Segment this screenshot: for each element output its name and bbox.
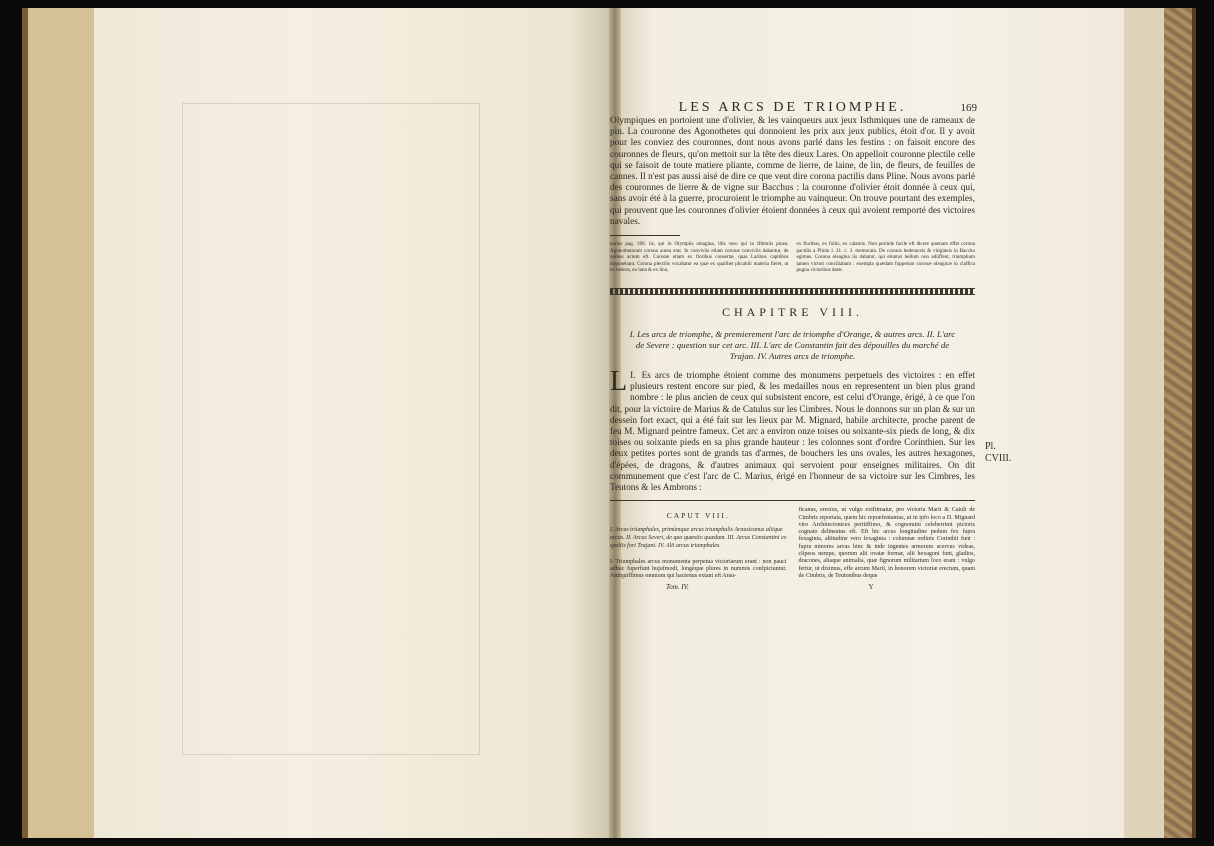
- paragraph-numeral: I.: [630, 370, 636, 380]
- caput-summary: I. Arcus triumphales, primùmque arcus triumphalis Arausicanus aliique arcus. II. Arcus Severi, de quo quæstio quædam. III. Arcus Constantini ex spoliis fori Trajani. IV. Alii arcus triumphales.: [610, 527, 787, 550]
- footnote-column-right: ex floribus, ex foliis, ex calamis. Non perinde facile eft dicere quænam effet corona pactilis a Plinio l. 21. c. 3. memorata. De coronis hederaceis & vitigineis in Baccho egimus. Corona oleagina iis dabatur, qui etiamsi bellum non adiiffent, triumphum tamen victori conciliabant : exempla quædam fuppetunt coronæ oleaginæ in claffica pugna victoribus datæ.: [796, 241, 975, 274]
- plate-reference: [985, 441, 1011, 465]
- section-rule: [610, 500, 975, 501]
- latin-text-right: ficanus, erectus, ut vulgo exiftimatur, pro victoria Marii & Catuli de Cimbris reportata, quem hic repræfentamus, ut in ipfo loco a D. Mignard viro Architectonices peritiffimo, & cognomini celeberrimi pictoris cognato delineatus eft. Eft hic arcus longitudine pedum fex fupra fexaginta, altitudine vero fexaginta : columnæ ordinis Corinthii funt : fupra minores arcus hinc & inde ingentes armorum acervus videas, clipeos nempe, quorum alii ovatæ formæ, alii hexagoni funt, gladios, dracones, aliaque animalia, quæ fignorum militarium loco erant : vulgo fertur, ut diximus, effe arcum Marii, in honorem victoriæ erectum, quam de Cimbris, de Teutonibus deque: [798, 507, 975, 579]
- latin-text-left: I. Triumphales arcus monumenta perpetua victoriarum erant : non pauci adhuc fuperfunt hujufmodi, longèque plures in nummis confpiciuntur. Antiquiffimus omnium qui hactenus extant eft Arau-: [610, 558, 787, 580]
- footnote-rule: [610, 235, 680, 236]
- footnotes: [610, 241, 975, 274]
- open-book: [22, 8, 1192, 838]
- body-paragraph: Olympiques en portoient une d'olivier, & les vainqueurs aux jeux Isthmiques une de rameaux de pin. La couronne des Agonothetes qui donnoient les prix aux jeux publics, étoit d'or. Il y avoit pour les conviez des couronnes, dont nous avons parlé dans les festins : on faisoit encore des couronnes de fleurs, qu'on mettoit sur la tête des dieux Lares. On appelloit couronne plectile celle qui se faisoit de toute matiere pliante, comme de lierre, de laine, de lin, de fleurs, de feuilles de cannes. Il n'est pas aussi aisé de dire ce que veut dire corona pactilis dans Pline. Nous avons parlé des couronnes de lierre & de vigne sur Bacchus : la couronne d'olivier étoit donnée à ceux qui, sans avoir été à la guerre, procuroient le triomphe au vainqueur. On trouve pourtant des exemples, qui prouvent que les couronnes d'olivier étoient données à ceux qui avoient remporté des victoires navales.: [610, 116, 975, 227]
- latin-column-right: [799, 507, 976, 591]
- running-head-title: LES ARCS DE TRIOMPHE.: [678, 100, 907, 115]
- caput-title: CAPUT VIII.: [666, 511, 730, 521]
- drop-cap: L: [610, 366, 628, 397]
- plate-reference-line2: CVIII.: [985, 453, 1012, 464]
- left-page-edges: [22, 8, 100, 838]
- marbled-cover-edge: [1164, 8, 1196, 838]
- page-content: [610, 100, 975, 591]
- ornament-band: [610, 288, 975, 295]
- latin-column-left: [610, 507, 787, 591]
- chapter-summary: I. Les arcs de triomphe, & premierement l'arc de triomphe d'Orange, & autres arcs. II. L'arc de Severe : question sur cet arc. III. L'arc de Constantin fait des dépouilles du marché de Trajan. IV. Autres arcs de triomphe.: [629, 329, 956, 361]
- page-number: 169: [960, 102, 977, 114]
- chapter-title: CHAPITRE VIII.: [721, 305, 864, 319]
- paragraph-text: Es arcs de triomphe étoient comme des monumens perpetuels des victoires : en effet plusieurs restent encore sur pied, & les medailles nous en representent un bien plus grand nombre : le plus ancien de ceux qui subsistent encore, est celui d'Orange, érigé, à ce que l'on dit, pour la victoire de Marius & de Catulus sur les Cimbres. Nous le donnons sur un plan & sur un dessein fort exact, qui a été fait sur les lieux par M. Mignard, habile architecte, proche parent de feu M. Mignard peintre fameux. Cet arc a environ onze toises ou soixante-six pieds de long, & dix toises ou soixante pieds en sa plus grande hauteur : les colonnes sont d'ordre Corinthien. Sur les deux petites portes sont de grands tas d'armes, de bouchers les uns ovales, les autres hexagones, d'épées, de dragons, & d'autres animaux qui servoient pour enseignes militaires. On dit communement que c'est l'arc de C. Marius, érigé en l'honneur de sa victoire sur les Cimbres, les Teutons & les Ambrons :: [610, 370, 975, 493]
- plate-reference-line1: Pl.: [985, 441, 996, 452]
- latin-translation: [610, 507, 975, 591]
- signature-volume: Tom. IV.: [666, 583, 689, 592]
- running-head: [610, 100, 975, 116]
- chapter-paragraph: [610, 366, 975, 493]
- signature-mark: Y: [868, 583, 874, 592]
- bleed-through-plate: [182, 103, 480, 755]
- right-page-edges: [1124, 8, 1164, 838]
- left-page-blank: [94, 8, 609, 838]
- footnote-column-left: narios pag. 398. iis, qui in Olympiis oleagina, illis vero qui in Ifthmiis pinea. Agonothetarum corona aurea erat. In conviviis etiam coronæ conviviis dabantur, de quibus actum eft. Coronæ etiam ex floribus consertæ, quas Laribus capitibus imponebant. Corona plectilis vocabatur ea quæ ex qualibet plicabili materia fieret, ut ex hedera, ex lana & ex lino,: [610, 241, 789, 274]
